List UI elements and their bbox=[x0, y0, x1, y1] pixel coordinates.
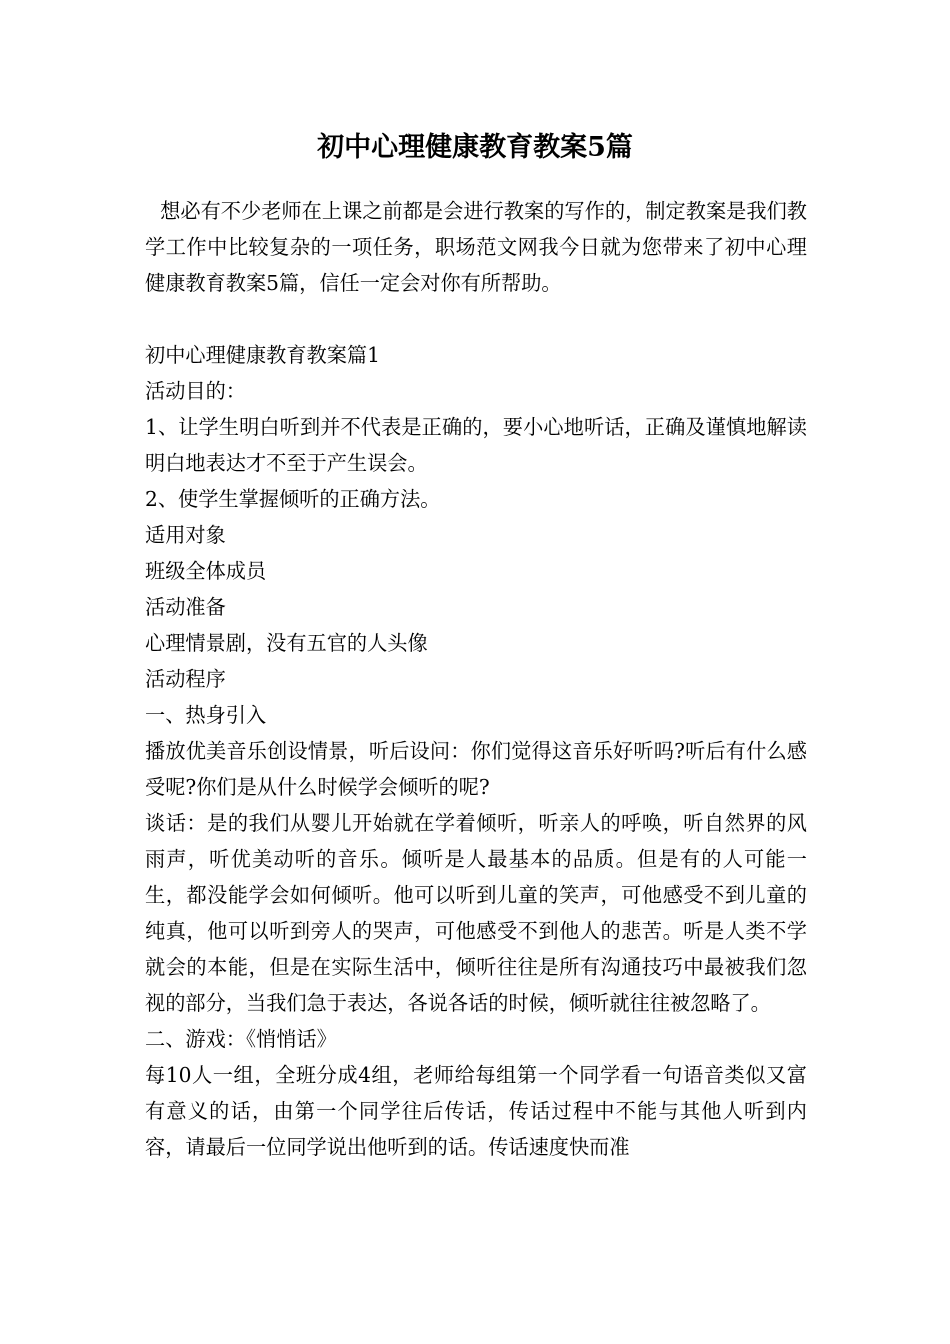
document-title: 初中心理健康教育教案5篇 bbox=[317, 132, 633, 163]
body-paragraph: 谈话：是的我们从婴儿开始就在学着倾听，听亲人的呼唤，听自然界的风雨声，听优美动听的音乐。倾听是人最基本的品质。但是有的人可能一生，都没能学会如何倾听。他可以听到儿童的笑声，可他感受不到儿童的纯真，他可以听到旁人的哭声，可他感受不到他人的悲苦。听是人类不学就会的本能，但是在实际生活中，倾听往往是所有沟通技巧中最被我们忽视的部分，当我们急于表达，各说各话的时候，倾听就往往被忽略了。 bbox=[145, 811, 807, 1015]
section-heading: 初中心理健康教育教案篇1 bbox=[145, 343, 380, 367]
body-paragraph: 活动准备 bbox=[145, 595, 226, 619]
body-paragraph: 1、让学生明白听到并不代表是正确的，要小心地听话，正确及谨慎地解读明白地表达才不至于产生误会。 bbox=[145, 415, 807, 475]
body-paragraph: 二、游戏：《悄悄话》 bbox=[145, 1027, 337, 1051]
body-paragraph: 每10人一组，全班分成4组，老师给每组第一个同学看一句语音类似又富有意义的话，由第一个同学往后传话，传话过程中不能与其他人听到内容，请最后一位同学说出他听到的话。传话速度快而准 bbox=[145, 1063, 807, 1159]
body-paragraph: 适用对象 bbox=[145, 523, 226, 547]
intro-paragraph: 想必有不少老师在上课之前都是会进行教案的写作的，制定教案是我们教学工作中比较复杂的一项任务，职场范文网我今日就为您带来了初中心理健康教育教案5篇，信任一定会对你有所帮助。 bbox=[145, 199, 807, 295]
body-paragraph: 活动目的： bbox=[145, 379, 246, 403]
body-paragraph: 活动程序 bbox=[145, 667, 226, 691]
body-paragraph: 心理情景剧，没有五官的人头像 bbox=[145, 631, 428, 655]
body-paragraph: 一、热身引入 bbox=[145, 703, 267, 727]
paragraph-spacer bbox=[145, 301, 807, 337]
body-paragraph: 2、使学生掌握倾听的正确方法。 bbox=[145, 487, 441, 511]
body-paragraph: 班级全体成员 bbox=[145, 559, 267, 583]
body-paragraph: 播放优美音乐创设情景，听后设问：你们觉得这音乐好听吗?听后有什么感受呢?你们是从什么时候学会倾听的呢? bbox=[145, 739, 807, 799]
document-body bbox=[145, 193, 807, 1165]
